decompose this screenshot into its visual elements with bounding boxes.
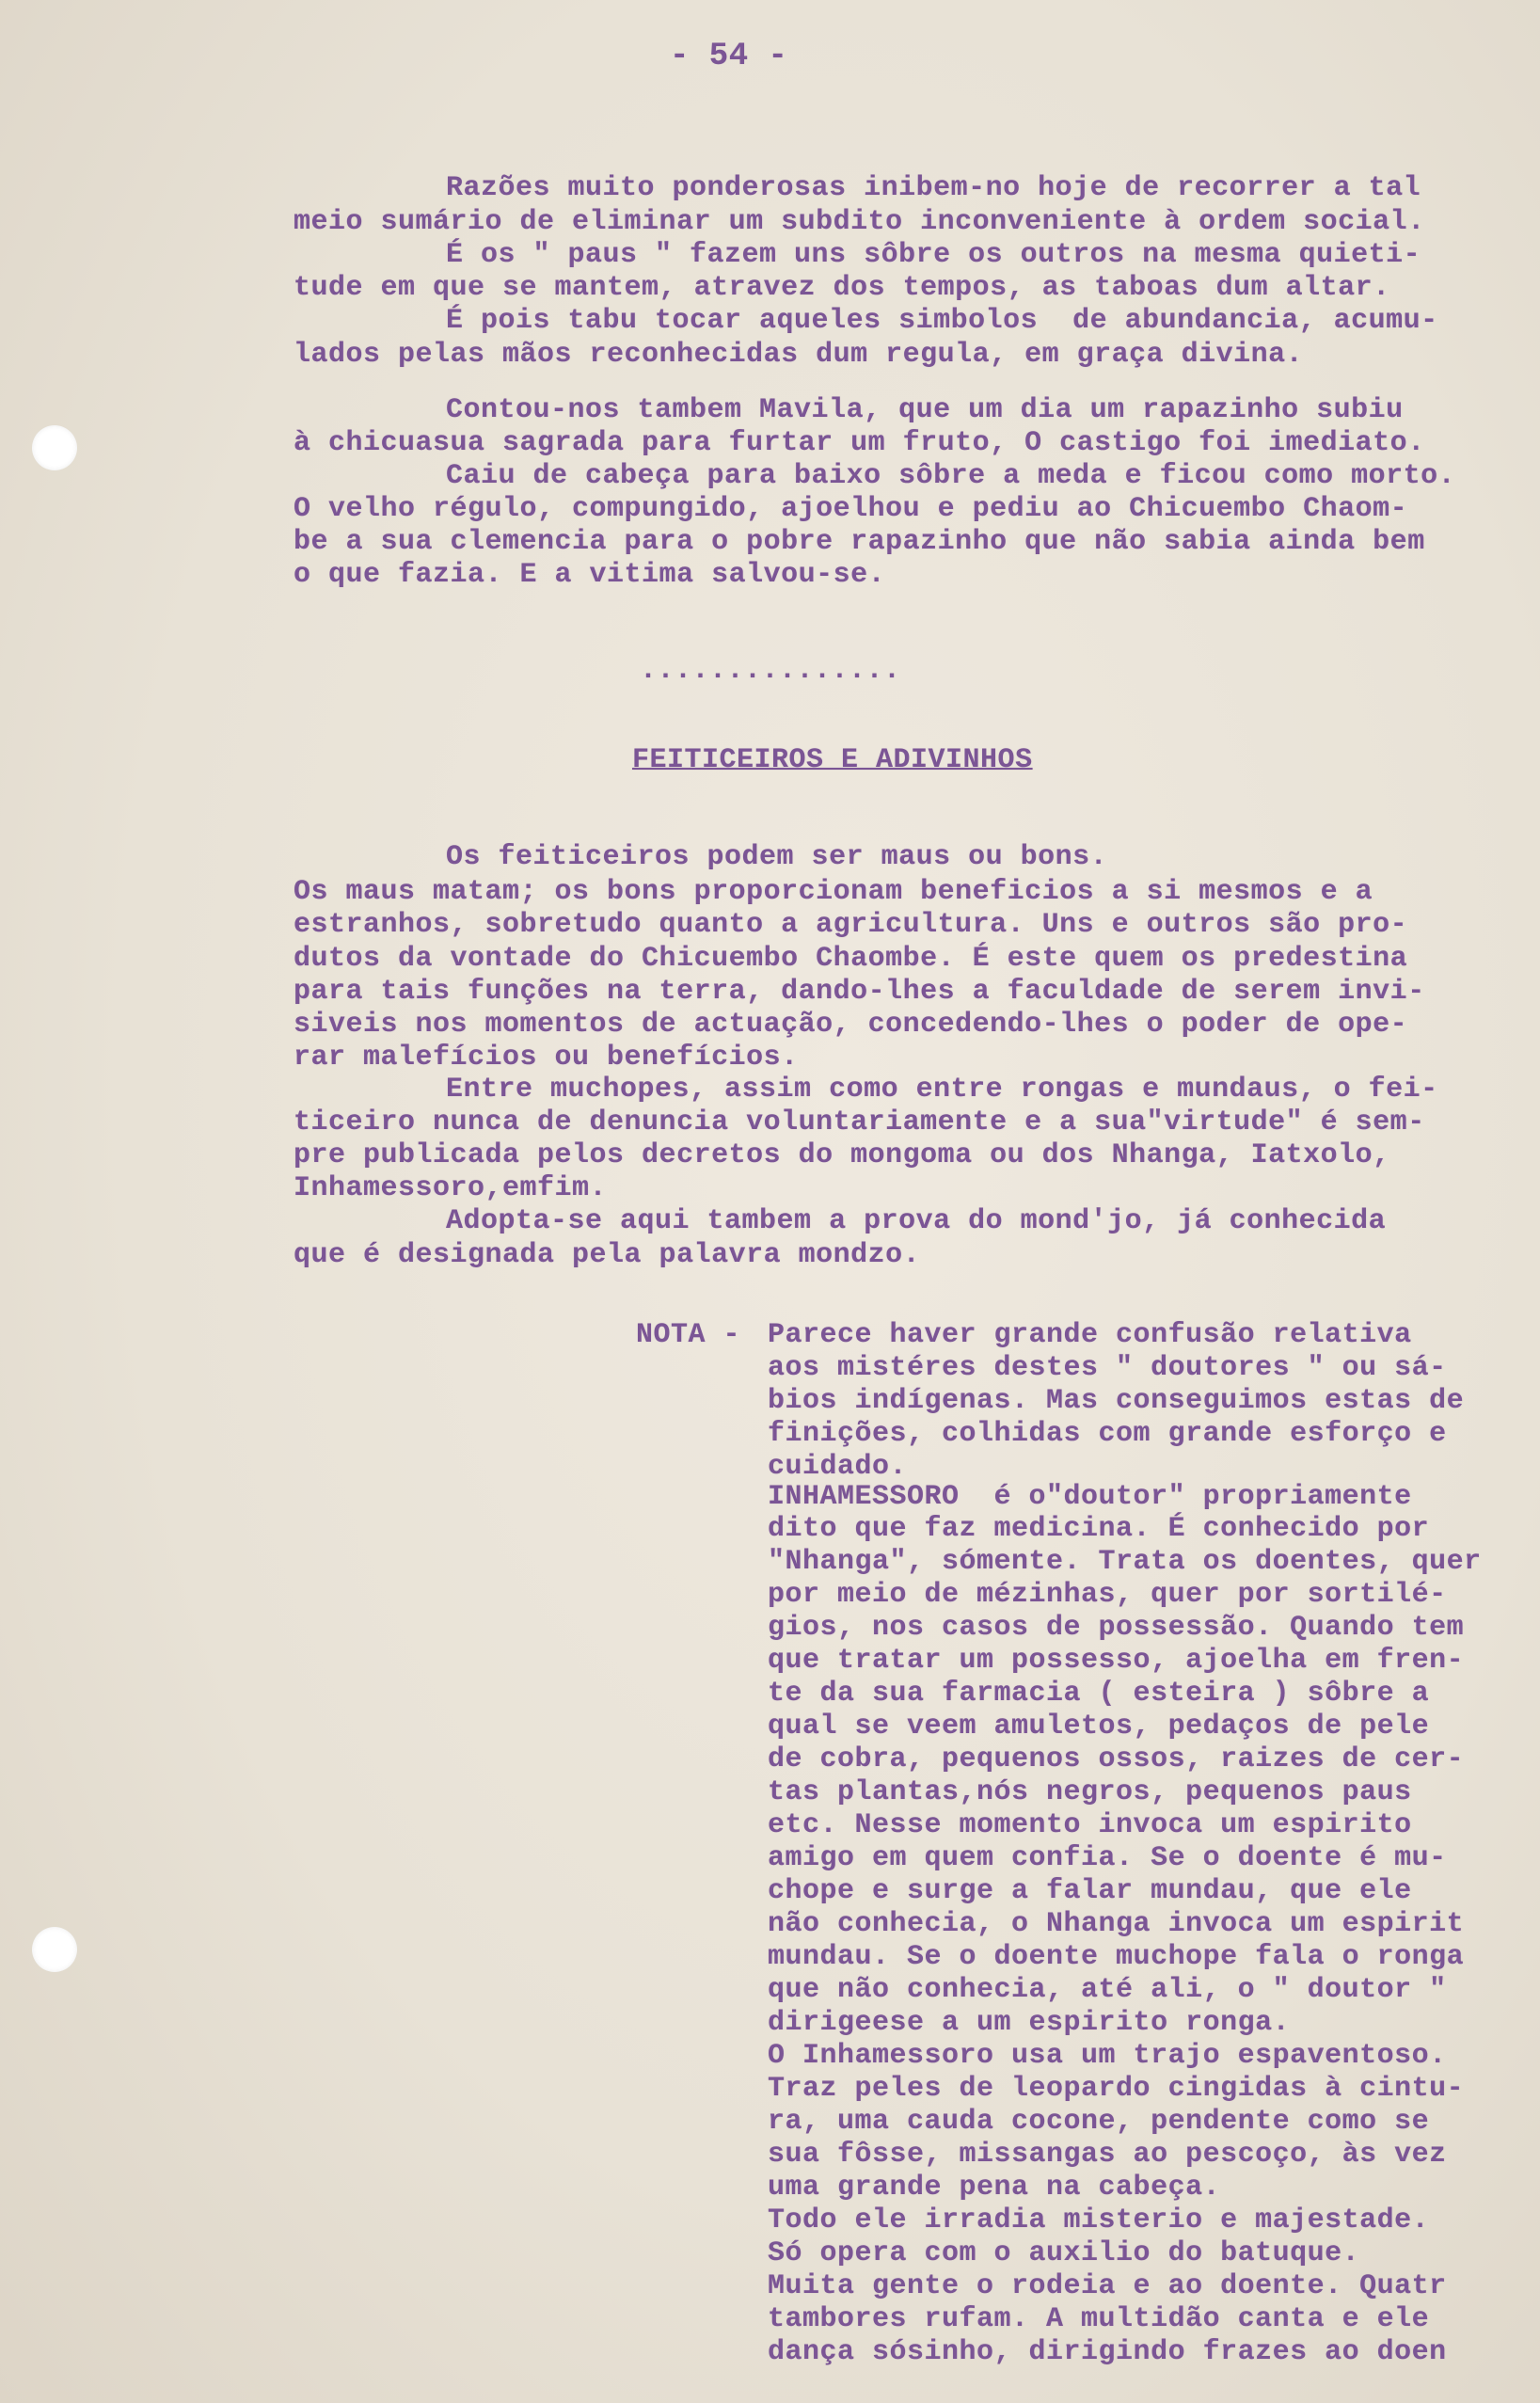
nota-line: O Inhamessoro usa um trajo espaventoso. <box>768 2040 1447 2072</box>
intro-line: lados pelas mãos reconhecidas dum regula, em graça divina. <box>294 339 1304 371</box>
section-line: rar malefícios ou benefícios. <box>294 1042 799 1074</box>
nota-line: bios indígenas. Mas conseguimos estas de <box>768 1385 1465 1417</box>
nota-line: Parece haver grande confusão relativa <box>768 1319 1412 1351</box>
nota-line: Só opera com o auxilio do batuque. <box>768 2237 1360 2269</box>
nota-line: dito que faz medicina. É conhecido por <box>768 1513 1430 1545</box>
nota-line: mundau. Se o doente muchope fala o ronga <box>768 1941 1465 1973</box>
nota-line: qual se veem amuletos, pedaços de pele <box>768 1711 1430 1743</box>
section-line: Adopta-se aqui tambem a prova do mond'jo, já conhecida <box>446 1205 1387 1237</box>
nota-line: Traz peles de leopardo cingidas à cintu- <box>768 2073 1465 2105</box>
story-line: Contou-nos tambem Mavila, que um dia um rapazinho subiu <box>446 394 1404 426</box>
nota-line: Muita gente o rodeia e ao doente. Quatr <box>768 2270 1447 2302</box>
punch-hole-bottom <box>32 1927 77 1972</box>
nota-line: que não conhecia, até ali, o " doutor " <box>768 1974 1447 2006</box>
nota-line: etc. Nesse momento invoca um espirito <box>768 1809 1412 1841</box>
nota-line: dança sósinho, dirigindo frazes ao doen <box>768 2336 1447 2368</box>
nota-line: que tratar um possesso, ajoelha em fren- <box>768 1645 1465 1677</box>
intro-line: É pois tabu tocar aqueles simbolos de abundancia, acumu- <box>446 305 1438 337</box>
nota-line: uma grande pena na cabeça. <box>768 2172 1221 2204</box>
nota-line: finições, colhidas com grande esforço e <box>768 1418 1447 1450</box>
nota-line: cuidado. <box>768 1451 908 1483</box>
section-title-text: FEITICEIROS E ADIVINHOS <box>632 744 1033 776</box>
nota-line: por meio de mézinhas, quer por sortilé- <box>768 1579 1447 1611</box>
nota-line: te da sua farmacia ( esteira ) sôbre a <box>768 1678 1430 1710</box>
separator-dots: ............... <box>640 655 901 687</box>
intro-line: meio sumário de eliminar um subdito inconveniente à ordem social. <box>294 206 1425 238</box>
story-line: be a sua clemencia para o pobre rapazinho que não sabia ainda bem <box>294 526 1425 558</box>
punch-hole-top <box>32 425 77 470</box>
nota-line: tas plantas,nós negros, pequenos paus <box>768 1776 1412 1808</box>
nota-line: gios, nos casos de possessão. Quando tem <box>768 1612 1465 1644</box>
section-line: siveis nos momentos de actuação, concedendo-lhes o poder de ope- <box>294 1009 1408 1041</box>
section-line: que é designada pela palavra mondzo. <box>294 1239 921 1271</box>
nota-label: NOTA - <box>636 1319 741 1351</box>
nota-line: não conhecia, o Nhanga invoca um espirit <box>768 1908 1465 1940</box>
intro-line: tude em que se mantem, atravez dos tempos, as taboas dum altar. <box>294 272 1390 304</box>
section-line: ticeiro nunca de denuncia voluntariamente e a sua"virtude" é sem- <box>294 1106 1425 1138</box>
nota-line: amigo em quem confia. Se o doente é mu- <box>768 1842 1447 1874</box>
nota-line: Todo ele irradia misterio e majestade. <box>768 2204 1430 2236</box>
section-line: Inhamessoro,emfim. <box>294 1172 608 1204</box>
section-line: Os feiticeiros podem ser maus ou bons. <box>446 841 1108 873</box>
section-line: dutos da vontade do Chicuembo Chaombe. É este quem os predestina <box>294 943 1408 975</box>
nota-line: sua fôsse, missangas ao pescoço, às vez <box>768 2139 1447 2171</box>
page-number: - 54 - <box>670 39 788 74</box>
story-line: à chicuasua sagrada para furtar um fruto, O castigo foi imediato. <box>294 427 1425 459</box>
nota-line: ra, uma cauda cocone, pendente como se <box>768 2106 1430 2138</box>
nota-line: de cobra, pequenos ossos, raizes de cer- <box>768 1743 1465 1775</box>
story-line: o que fazia. E a vitima salvou-se. <box>294 559 886 591</box>
section-line: Os maus matam; os bons proporcionam beneficios a si mesmos e a <box>294 876 1373 908</box>
story-line: O velho régulo, compungido, ajoelhou e pediu ao Chicuembo Chaom- <box>294 493 1408 525</box>
nota-line: INHAMESSORO é o"doutor" propriamente <box>768 1481 1412 1513</box>
story-line: Caiu de cabeça para baixo sôbre a meda e ficou como morto. <box>446 460 1456 492</box>
section-line: para tais funções na terra, dando-lhes a faculdade de serem invi- <box>294 976 1425 1008</box>
nota-line: "Nhanga", sómente. Trata os doentes, quer <box>768 1546 1482 1578</box>
nota-line: aos mistéres destes " doutores " ou sá- <box>768 1352 1447 1384</box>
section-line: pre publicada pelos decretos do mongoma ou dos Nhanga, Iatxolo, <box>294 1139 1390 1171</box>
section-title <box>632 743 1033 777</box>
section-line: estranhos, sobretudo quanto a agricultura. Uns e outros são pro- <box>294 909 1408 941</box>
section-line: Entre muchopes, assim como entre rongas e mundaus, o fei- <box>446 1074 1438 1106</box>
nota-line: chope e surge a falar mundau, que ele <box>768 1875 1412 1907</box>
nota-line: tambores rufam. A multidão canta e ele <box>768 2303 1430 2335</box>
intro-line: É os " paus " fazem uns sôbre os outros na mesma quieti- <box>446 239 1421 271</box>
nota-line: dirigeese a um espirito ronga. <box>768 2007 1291 2039</box>
intro-line: Razões muito ponderosas inibem-no hoje de recorrer a tal <box>446 172 1421 204</box>
